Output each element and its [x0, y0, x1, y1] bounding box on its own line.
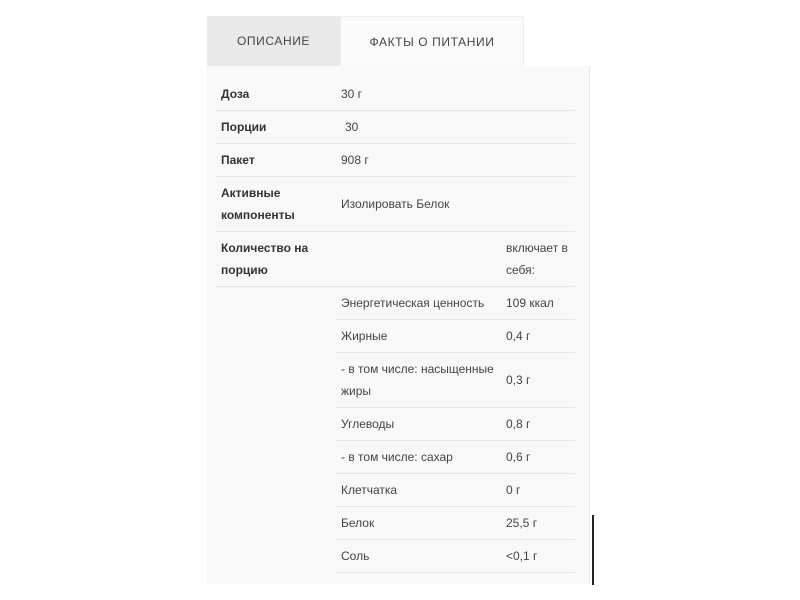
panel-border	[589, 66, 590, 584]
nutrient-amount: 0 г	[500, 474, 575, 507]
table-row	[215, 474, 575, 507]
nutrition-table	[215, 78, 575, 573]
row-label: Доза	[215, 78, 335, 111]
nutrient-amount: 0,6 г	[500, 441, 575, 474]
nutrient-amount: 0,8 г	[500, 408, 575, 441]
nutrient-amount: 109 ккал	[500, 287, 575, 320]
scroll-indicator	[592, 515, 594, 585]
row-empty-cell	[215, 507, 335, 540]
table-row	[215, 320, 575, 353]
table-row	[215, 353, 575, 408]
row-empty-cell	[335, 232, 500, 287]
table-row	[215, 408, 575, 441]
row-empty-cell	[215, 320, 335, 353]
nutrient-amount: 0,3 г	[500, 353, 575, 408]
per-serving-label: Количество на порцию	[215, 232, 335, 287]
nutrient-name: Углеводы	[335, 408, 500, 441]
nutrition-facts-panel	[207, 66, 590, 584]
nutrient-name: - в том числе: насыщенные жиры	[335, 353, 500, 408]
row-label: Порции	[215, 111, 335, 144]
table-row	[215, 144, 575, 177]
tab-description[interactable]: ОПИСАНИЕ	[207, 16, 340, 66]
nutrient-amount: <0,1 г	[500, 540, 575, 573]
row-label: Активные компоненты	[215, 177, 335, 232]
table-row	[215, 78, 575, 111]
table-row	[215, 287, 575, 320]
tab-nutrition-facts[interactable]: ФАКТЫ О ПИТАНИИ	[340, 16, 524, 66]
nutrient-amount: 25,5 г	[500, 507, 575, 540]
row-value: 30	[335, 111, 575, 144]
row-empty-cell	[215, 474, 335, 507]
nutrient-name: Клетчатка	[335, 474, 500, 507]
table-row	[215, 177, 575, 232]
row-empty-cell	[215, 353, 335, 408]
tab-bar	[207, 16, 524, 66]
nutrient-name: Белок	[335, 507, 500, 540]
row-value: Изолировать Белок	[335, 177, 575, 232]
table-row	[215, 111, 575, 144]
per-serving-note: включает в себя:	[500, 232, 575, 287]
row-value: 908 г	[335, 144, 575, 177]
row-empty-cell	[215, 540, 335, 573]
row-value: 30 г	[335, 78, 575, 111]
nutrient-name: Жирные	[335, 320, 500, 353]
row-empty-cell	[215, 287, 335, 320]
row-label: Пакет	[215, 144, 335, 177]
table-row	[215, 540, 575, 573]
nutrient-name: Соль	[335, 540, 500, 573]
table-row	[215, 232, 575, 287]
nutrient-name: Энергетическая ценность	[335, 287, 500, 320]
nutrient-name: - в том числе: сахар	[335, 441, 500, 474]
row-empty-cell	[215, 441, 335, 474]
table-row	[215, 441, 575, 474]
table-row	[215, 507, 575, 540]
nutrient-amount: 0,4 г	[500, 320, 575, 353]
row-empty-cell	[215, 408, 335, 441]
